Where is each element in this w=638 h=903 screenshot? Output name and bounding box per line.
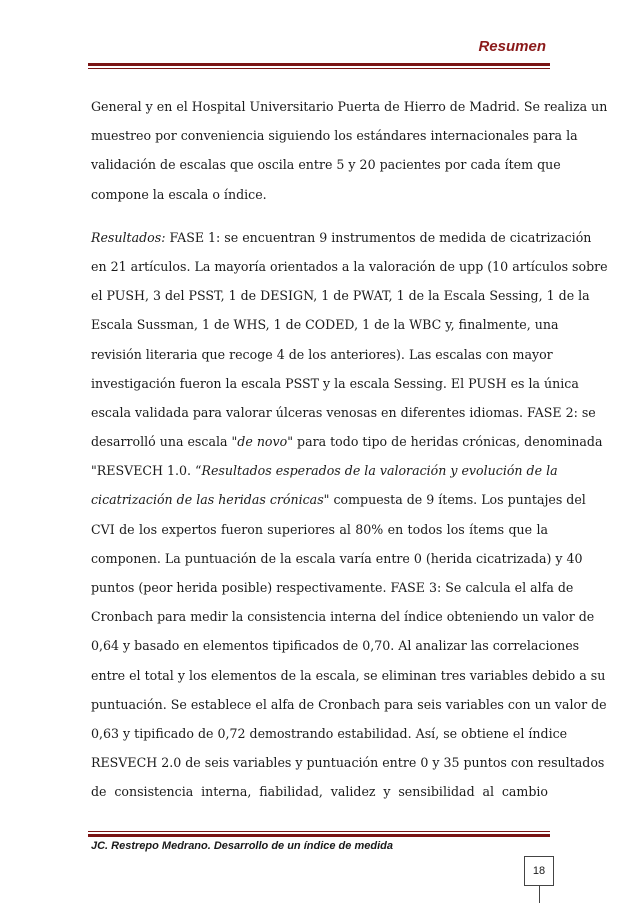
text-line: RESVECH 2.0 de seis variables y puntuación entre 0 y 35 puntos con resultados: [91, 755, 605, 771]
text-line: Escala Sussman, 1 de WHS, 1 de CODED, 1 de la WBC y, finalmente, una: [91, 317, 559, 333]
page-number: 18: [524, 856, 554, 886]
text-line: [91, 427, 603, 456]
text-line: [91, 456, 558, 485]
text-line: 0,63 y tipificado de 0,72 demostrando estabilidad. Así, se obtiene el índice: [91, 725, 568, 741]
page-number-tick: [539, 886, 540, 903]
results-label: Resultados:: [91, 229, 166, 245]
text-fragment: FASE 1: se encuentran 9 instrumentos de medida de cicatrización: [165, 229, 592, 245]
text-fragment: desarrolló una escala ": [91, 434, 238, 450]
text-line: muestreo por conveniencia siguiendo los estándares internacionales para la: [91, 128, 578, 144]
emphasis-text: cicatrización de las heridas crónicas: [91, 492, 324, 508]
text-line: el PUSH, 3 del PSST, 1 de DESIGN, 1 de PWAT, 1 de la Escala Sessing, 1 de la: [91, 288, 590, 304]
header-rule-thin: [88, 68, 550, 69]
text-fragment: "RESVECH 1.0. “: [91, 463, 202, 479]
footer-author-title: JC. Restrepo Medrano. Desarrollo de un índice de medida: [91, 840, 393, 852]
text-line: puntuación. Se establece el alfa de Cronbach para seis variables con un valor de: [91, 696, 607, 712]
paragraph-1: [91, 92, 608, 209]
footer-rule-thin: [88, 831, 550, 832]
text-line: General y en el Hospital Universitario Puerta de Hierro de Madrid. Se realiza un: [91, 99, 608, 114]
body-text: [91, 92, 608, 807]
footer-rule-thick: [88, 834, 550, 837]
text-line: escala validada para valorar úlceras venosas en diferentes idiomas. FASE 2: se: [91, 404, 596, 420]
text-line: [91, 223, 592, 252]
text-line: en 21 artículos. La mayoría orientados a la valoración de upp (10 artículos sobre: [91, 258, 608, 274]
text-line: [91, 485, 586, 514]
text-line: compone la escala o índice.: [91, 186, 267, 202]
emphasis-text: Resultados esperados de la valoración y evolución de la: [201, 463, 558, 479]
text-line: componen. La puntuación de la escala varía entre 0 (herida cicatrizada) y 40: [91, 550, 583, 566]
text-line: entre el total y los elementos de la escala, se eliminan tres variables debido a su: [91, 667, 606, 683]
text-line: revisión literaria que recoge 4 de los anteriores). Las escalas con mayor: [91, 346, 553, 362]
text-line: 0,64 y basado en elementos tipificados de 0,70. Al analizar las correlaciones: [91, 638, 580, 654]
text-line: validación de escalas que oscila entre 5 y 20 pacientes por cada ítem que: [91, 157, 561, 173]
text-fragment: " compuesta de 9 ítems. Los puntajes del: [323, 492, 586, 508]
emphasis-text: de novo: [237, 434, 288, 450]
text-line: puntos (peor herida posible) respectivamente. FASE 3: Se calcula el alfa de: [91, 580, 574, 595]
paragraph-2: [91, 223, 608, 807]
text-line: Cronbach para medir la consistencia interna del índice obteniendo un valor de: [91, 609, 595, 625]
text-fragment: " para todo tipo de heridas crónicas, denominada: [287, 434, 603, 450]
page-header-title: Resumen: [478, 38, 546, 55]
text-line: CVI de los expertos fueron superiores al 80% en todos los ítems que la: [91, 521, 548, 537]
text-line: de consistencia interna, fiabilidad, validez y sensibilidad al cambio: [91, 784, 548, 800]
header-rule-thick: [88, 63, 550, 66]
text-line: investigación fueron la escala PSST y la escala Sessing. El PUSH es la única: [91, 375, 579, 391]
